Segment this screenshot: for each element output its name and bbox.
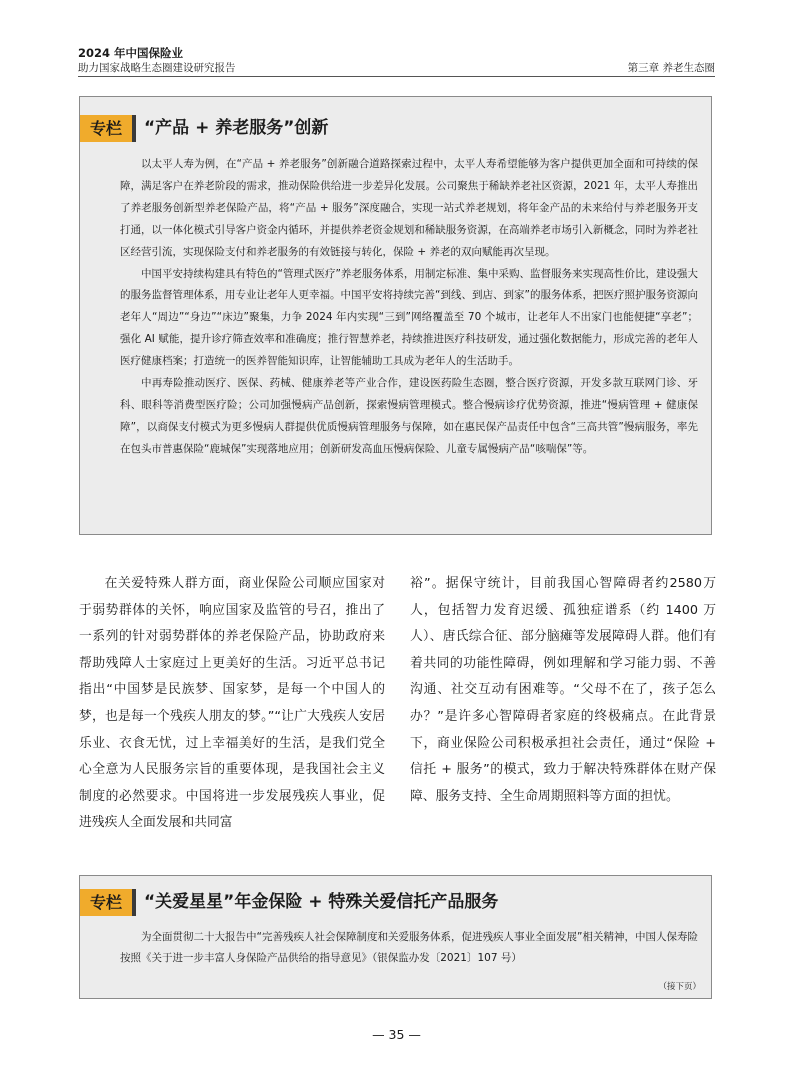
column-tag: 专栏 bbox=[80, 115, 132, 142]
body-column-left bbox=[79, 571, 385, 837]
body-column-right bbox=[410, 571, 716, 810]
column-tag: 专栏 bbox=[80, 889, 132, 916]
box-body bbox=[120, 927, 698, 969]
box-title: “产品 + 养老服务”创新 bbox=[144, 118, 329, 138]
body-paragraph: 在关爱特殊人群方面，商业保险公司顺应国家对于弱势群体的关怀，响应国家及监管的号召，推出了一系列的针对弱势群体的养老保险产品，协助政府来帮助残障人士家庭过上更美好的生活。习近平总书记指出“中国梦是民族梦、国家梦，是每一个中国人的梦，也是每一个残疾人朋友的梦。”“让广大残疾人安居乐业、衣食无忧，过上幸福美好的生活，是我们党全心全意为人民服务宗旨的重要体现，是我国社会主义制度的必然要求。中国将进一步发展残疾人事业，促进残疾人全面发展和共同富 bbox=[79, 576, 385, 831]
report-subtitle: 助力国家战略生态圈建设研究报告 bbox=[78, 62, 236, 74]
box-body bbox=[120, 154, 698, 461]
page-header bbox=[78, 46, 715, 75]
box-paragraph: 中国平安持续构建具有特色的“管理式医疗”养老服务体系，用制定标准、集中采购、监督服务来实现高性价比，建设强大的服务监督管理体系，用专业让老年人更幸福。中国平安将持续完善“到线、到店、到家”的服务体系，把医疗照护服务资源向老年人“周边”“身边”“床边”聚集，力争 2024 年内实现“三到”网络覆盖至 70 个城市，让老年人不出家门也能便捷“享老”；强化 AI 赋能，提升诊疗筛查效率和准确度；推行智慧养老，持续推进医疗科技研发，通过强化数据能力，形成完善的老年人医疗健康档案；打造统一的医养智能知识库，让智能辅助工具成为老年人的生活助手。 bbox=[120, 267, 698, 368]
page-number: — 35 — bbox=[372, 1027, 421, 1042]
continued-note: （接下页） bbox=[658, 982, 701, 992]
box-title: “关爱星星”年金保险 + 特殊关爱信托产品服务 bbox=[144, 892, 499, 912]
chapter-label: 第三章 养老生态圈 bbox=[627, 62, 715, 74]
body-paragraph: 裕”。据保守统计，目前我国心智障碍者约2580万人，包括智力发育迟缓、孤独症谱系（约 1400 万人）、唐氏综合征、部分脑瘫等发展障碍人群。他们有着共同的功能性障碍，例如理解和学习能力弱、不善沟通、社交互动有困难等。“父母不在了，孩子怎么办？”是许多心智障碍者家庭的终极痛点。在此背景下，商业保险公司积极承担社会责任，通过“保险 + 信托 + 服务”的模式，致力于解决特殊群体在财产保障、服务支持、全生命周期照料等方面的担忧。 bbox=[410, 576, 716, 804]
report-year-title: 2024 年中国保险业 bbox=[78, 46, 184, 60]
header-divider bbox=[78, 76, 715, 77]
box-paragraph: 中再寿险推动医疗、医保、药械、健康养老等产业合作，建设医药险生态圈，整合医疗资源，开发多款互联网门诊、牙科、眼科等消费型医疗险；公司加强慢病产品创新，探索慢病管理模式。整合慢病诊疗优势资源，推进“慢病管理 + 健康保障”，以商保支付模式为更多慢病人群提供优质慢病管理服务与保障，如在惠民保产品责任中包含“三高共管”慢病服务，率先在包头市普惠保险“鹿城保”实现落地应用；创新研发高血压慢病保险、儿童专属慢病产品“咳喘保”等。 bbox=[120, 377, 698, 455]
tag-separator bbox=[132, 889, 136, 916]
sidebar-box-star-care bbox=[79, 875, 712, 999]
box-paragraph: 以太平人寿为例，在“产品 + 养老服务”创新融合道路探索过程中，太平人寿希望能够为客户提供更加全面和可持续的保障，满足客户在养老阶段的需求，推动保险供给进一步差异化发展。公司聚焦于稀缺养老社区资源，2021 年，太平人寿推出了养老服务创新型养老保险产品，将“产品 + 服务”深度融合，实现一站式养老规划，将年金产品的未来给付与养老服务开支打通，以一体化模式引导客户资金内循环，并提供养老资金规划和稀缺服务资源，在高端养老市场引入新概念，同时为养老社区经营引流，实现保险支付和养老服务的有效链接与转化，保险 + 养老的双向赋能再次呈现。 bbox=[120, 158, 698, 258]
sidebar-box-product-elderly-service bbox=[79, 96, 712, 535]
box-paragraph: 为全面贯彻二十大报告中“完善残疾人社会保障制度和关爱服务体系，促进残疾人事业全面发展”相关精神，中国人保寿险按照《关于进一步丰富人身保险产品供给的指导意见》（银保监办发〔2021〕107 号） bbox=[120, 931, 698, 964]
tag-separator bbox=[132, 115, 136, 142]
